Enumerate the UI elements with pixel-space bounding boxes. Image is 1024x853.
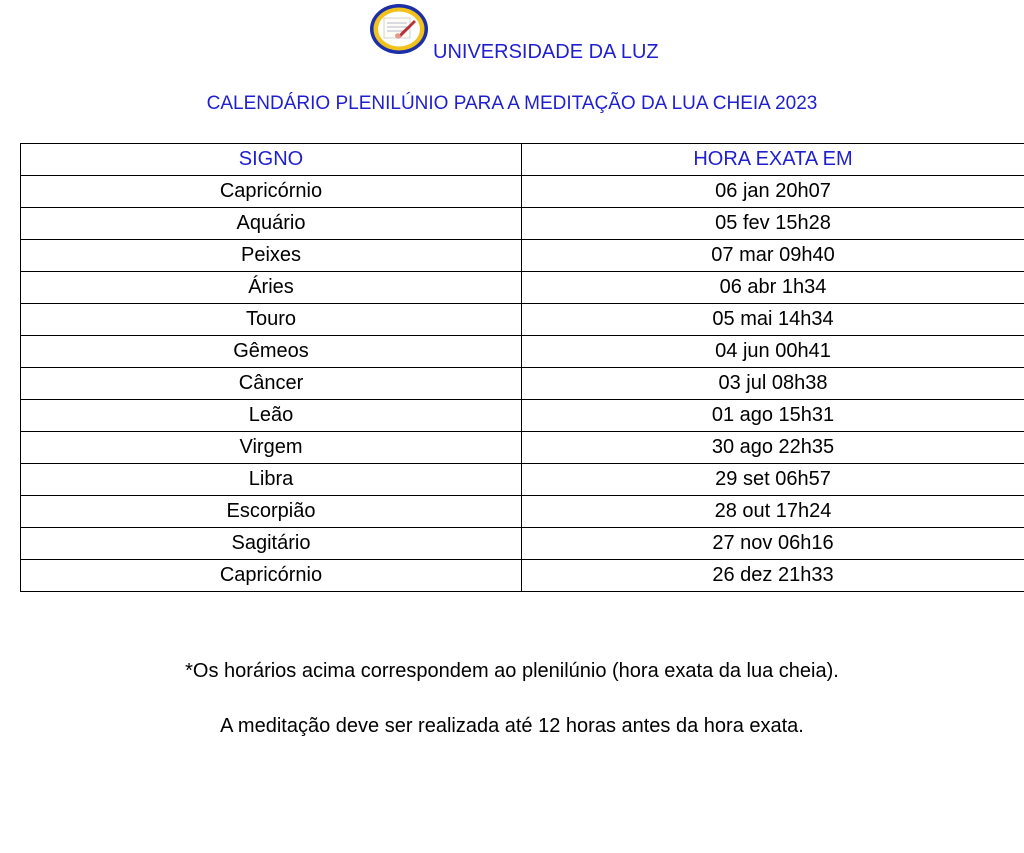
time-cell: 01 ago 15h31 <box>522 400 1024 432</box>
sign-cell: Capricórnio <box>21 560 522 592</box>
time-cell: 27 nov 06h16 <box>522 528 1024 560</box>
table-row <box>21 240 1024 272</box>
sign-cell: Áries <box>21 272 522 304</box>
time-cell: 30 ago 22h35 <box>522 432 1024 464</box>
table-row <box>21 464 1024 496</box>
table-row <box>21 208 1024 240</box>
table-row <box>21 496 1024 528</box>
table-row <box>21 432 1024 464</box>
footnote-plenilunio: *Os horários acima correspondem ao plenilúnio (hora exata da lua cheia). <box>185 660 839 682</box>
table-row <box>21 272 1024 304</box>
sign-cell: Sagitário <box>21 528 522 560</box>
time-cell: 05 mai 14h34 <box>522 304 1024 336</box>
footnote-meditation-timing: A meditação deve ser realizada até 12 horas antes da hora exata. <box>220 715 804 737</box>
sign-cell: Câncer <box>21 368 522 400</box>
university-seal-logo <box>368 2 430 56</box>
table-row <box>21 400 1024 432</box>
table-row <box>21 336 1024 368</box>
column-header-exact-time: HORA EXATA EM <box>522 144 1024 176</box>
time-cell: 28 out 17h24 <box>522 496 1024 528</box>
sign-cell: Virgem <box>21 432 522 464</box>
sign-cell: Peixes <box>21 240 522 272</box>
sign-cell: Touro <box>21 304 522 336</box>
sign-cell: Capricórnio <box>21 176 522 208</box>
full-moon-calendar-table <box>20 143 1024 592</box>
time-cell: 05 fev 15h28 <box>522 208 1024 240</box>
time-cell: 26 dez 21h33 <box>522 560 1024 592</box>
time-cell: 04 jun 00h41 <box>522 336 1024 368</box>
time-cell: 03 jul 08h38 <box>522 368 1024 400</box>
time-cell: 29 set 06h57 <box>522 464 1024 496</box>
sign-cell: Aquário <box>21 208 522 240</box>
sign-cell: Libra <box>21 464 522 496</box>
table-row <box>21 560 1024 592</box>
sign-cell: Gêmeos <box>21 336 522 368</box>
table-row <box>21 176 1024 208</box>
organization-name: UNIVERSIDADE DA LUZ <box>433 41 659 63</box>
time-cell: 07 mar 09h40 <box>522 240 1024 272</box>
table-header-row <box>21 144 1024 176</box>
sign-cell: Escorpião <box>21 496 522 528</box>
document-title: CALENDÁRIO PLENILÚNIO PARA A MEDITAÇÃO DA LUA CHEIA 2023 <box>206 93 818 114</box>
table-row <box>21 368 1024 400</box>
column-header-sign: SIGNO <box>21 144 522 176</box>
table-row <box>21 528 1024 560</box>
table-row <box>21 304 1024 336</box>
time-cell: 06 jan 20h07 <box>522 176 1024 208</box>
sign-cell: Leão <box>21 400 522 432</box>
time-cell: 06 abr 1h34 <box>522 272 1024 304</box>
